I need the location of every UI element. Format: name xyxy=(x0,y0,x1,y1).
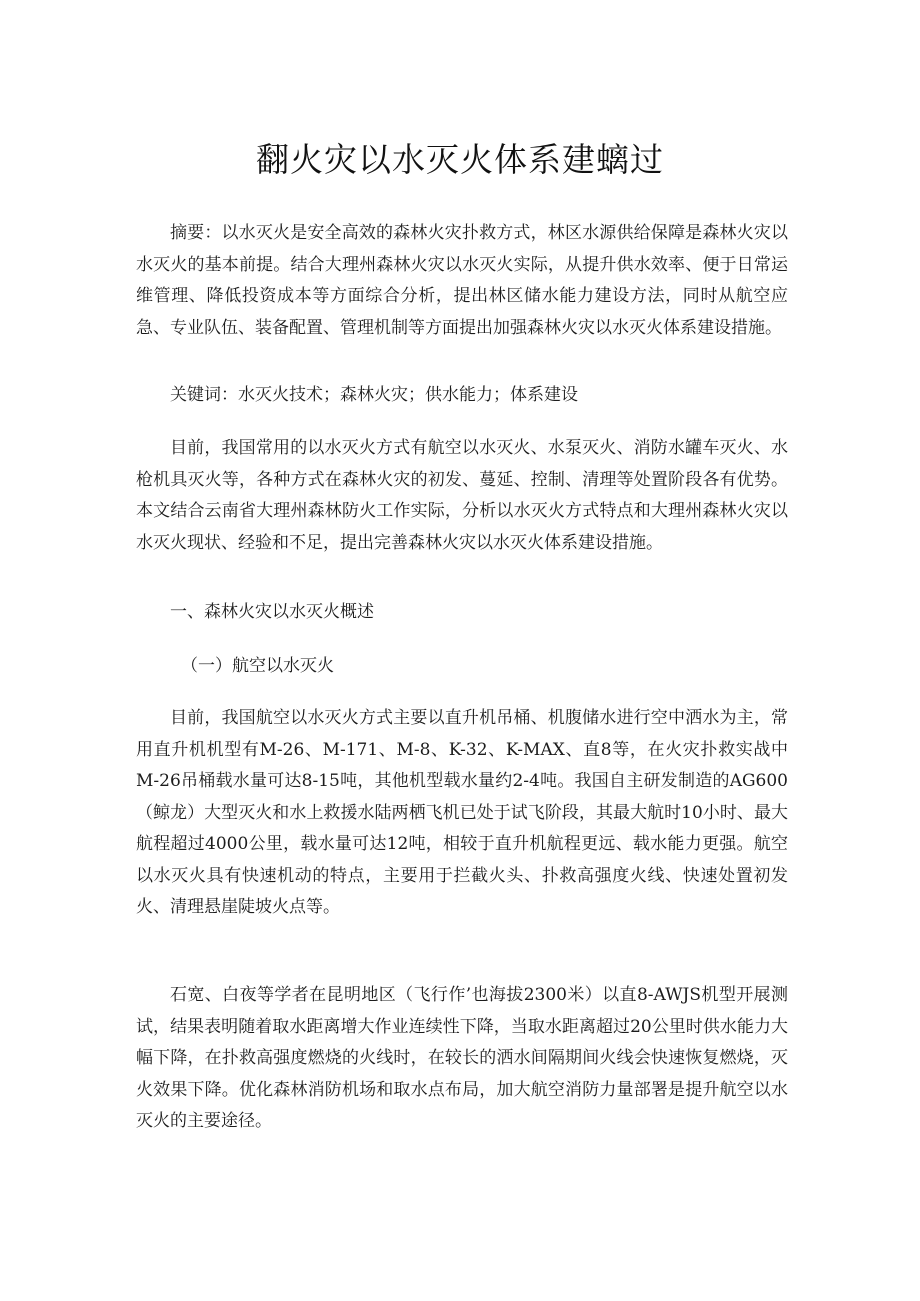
subsection-heading: （一）航空以水灭火 xyxy=(181,656,334,676)
section-heading: 一、森林火灾以水灭火概述 xyxy=(170,602,374,622)
aviation-paragraph: 目前，我国航空以水灭火方式主要以直升机吊桶、机腹储水进行空中洒水为主，常用直升机机型有M-26、M-171、M-8、K-32、K-MAX、直8等，在火灾扑救实战中M-26吊桶载水量可达8-15吨，其他机型载水量约2-4吨。我国自主研发制造的AG600（鲸龙）大型灭火和水上救援水陆两栖飞机已处于试飞阶段，其最大航时10小时、最大航程超过4000公里，载水量可达12吨，相较于直升机航程更远、载水能力更强。航空以水灭火具有快速机动的特点，主要用于拦截火头、扑救高强度火线、快速处置初发火、清理悬崖陡坡火点等。 xyxy=(136,708,788,917)
study-paragraph: 石宽、白夜等学者在昆明地区（飞行作’也海拔2300米）以直8-AWJS机型开展测试，结果表明随着取水距离增大作业连续性下降，当取水距离超过20公里时供水能力大幅下降，在扑救高强度燃烧的火线时，在较长的洒水间隔期间火线会快速恢复燃烧，灭火效果下降。优化森林消防机场和取水点布局，加大航空消防力量部署是提升航空以水灭火的主要途径。 xyxy=(136,985,788,1131)
abstract-paragraph: 摘要：以水灭火是安全高效的森林火灾扑救方式，林区水源供给保障是森林火灾以水灭火的基本前提。结合大理州森林火灾以水灭火实际，从提升供水效率、便于日常运维管理、降低投资成本等方面综合分析，提出林区储水能力建设方法，同时从航空应急、专业队伍、装备配置、管理机制等方面提出加强森林火灾以水灭火体系建设措施。 xyxy=(136,223,788,338)
keywords-paragraph: 关键词：水灭火技术；森林火灾；供水能力；体系建设 xyxy=(170,385,578,405)
page-title: 翻火灾以水灭火体系建螭过 xyxy=(256,140,664,179)
intro-paragraph: 目前，我国常用的以水灭火方式有航空以水灭火、水泵灭火、消防水罐车灭火、水枪机具灭火等，各种方式在森林火灾的初发、蔓延、控制、清理等处置阶段各有优势。本文结合云南省大理州森林防火工作实际，分析以水灭火方式特点和大理州森林火灾以水灭火现状、经验和不足，提出完善森林火灾以水灭火体系建设措施。 xyxy=(136,438,788,553)
